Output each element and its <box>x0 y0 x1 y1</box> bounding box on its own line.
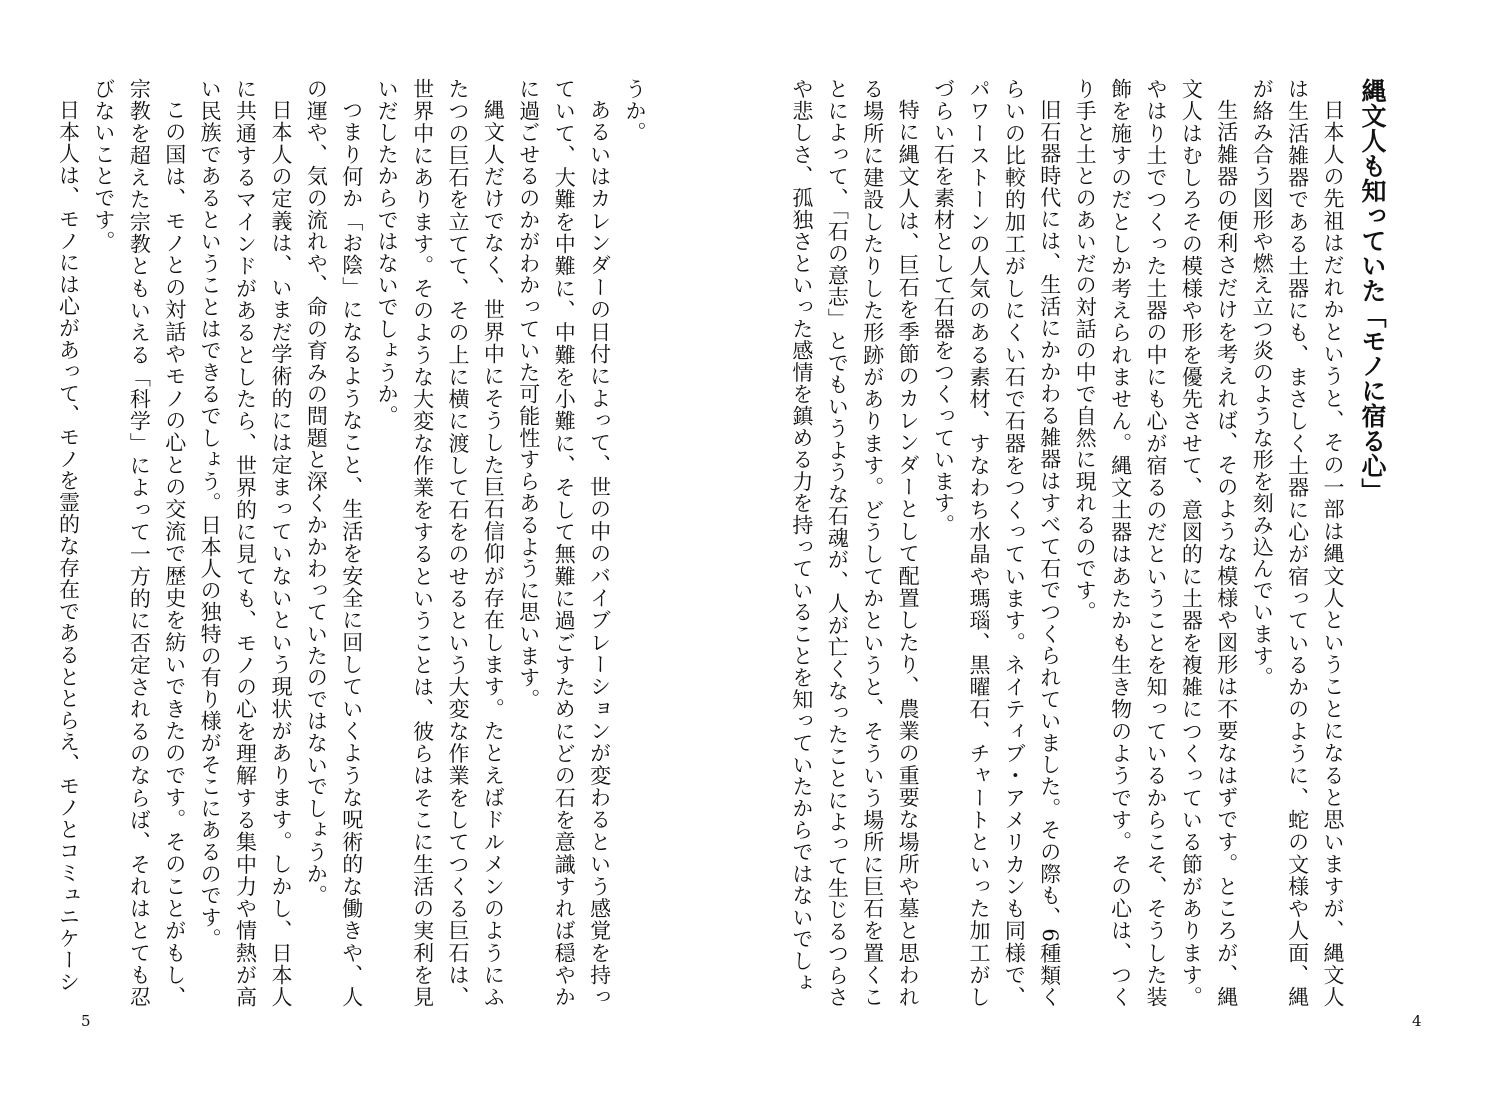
paragraph: 日本人の先祖はだれかというと、その一部は縄文人ということになると思いますが、縄文人は生活雑器である土器にも、まさしく土器に心が宿っているかのように、蛇の文様や人面、縄が絡み合う図形や燃え立つ炎のような形を刻み込んでいます。 <box>1250 78 1345 1008</box>
paragraph: この国は、モノとの対話やモノの心との交流で歴史を紡いできたのです。そのことがもし、宗教を超えた宗教ともいえる「科学」によって一方的に否定されるのならば、それはとても忍びないことです。 <box>91 78 187 1008</box>
page-number: 5 <box>81 1012 91 1030</box>
paragraph: 縄文人だけでなく、世界中にそうした巨石信仰が存在します。たとえばドルメンのようにふたつの巨石を立てて、その上に横に渡して石をのせるという大変な作業をしてつくる巨石は、世界中にあります。そのような大変な作業をするということは、彼らはそこに生活の実利を見いだしたからではないでしょうか。 <box>375 78 506 1008</box>
paragraph: 日本人は、モノには心があって、モノを霊的な存在であるととらえ、モノとコミュニケーシ <box>56 99 81 993</box>
paragraph: 日本人の定義は、いまだ学術的には定まっていないという現状があります。しかし、日本人に共通するマインドがあるとしたら、世界的に見ても、モノの心を理解する集中力や情熱が高い民族であるということはできるでしょう。日本人の独特の有り様がそこにあるのです。 <box>198 78 293 1008</box>
paragraph-continuation: うか。 <box>623 78 647 144</box>
right-page <box>750 0 1500 1102</box>
section-heading: 縄文人も知っていた「モノに宿る心」 <box>1358 78 1387 503</box>
left-page-text <box>56 78 652 1008</box>
right-page-text <box>789 78 1392 1008</box>
page-number: 4 <box>1412 1012 1422 1030</box>
paragraph: あるいはカレンダーの日付によって、世の中のバイブレーションが変わるという感覚を持っていて、大難を中難に、中難を小難に、そして無難に過ごすためにどの石を意識すれば穏やかに過ごせるのかがわかっていた可能性すらあるように思います。 <box>516 78 612 1008</box>
paragraph: 特に縄文人は、巨石を季節のカレンダーとして配置したり、農業の重要な場所や墓と思われる場所に建設したりした形跡があります。どうしてかというと、そういう場所に巨石を置くことによって、「石の意志」とでもいうような石魂が、人が亡くなったことによって生じるつらさや悲しさ、孤独さといった感情を鎮める力を持っていることを知っていたからではないでしょ <box>789 78 921 1008</box>
paragraph: つまり何か「お陰」になるようなこと、生活を安全に回していくような呪術的な働きや、人の運や、気の流れや、命の育みの問題と深くかかわっていたのではないでしょうか。 <box>304 78 364 1008</box>
paragraph: 旧石器時代には、生活にかかわる雑器はすべて石でつくられていました。その際も、6種類くらいの比較的加工がしにくい石で石器をつくっています。ネイティブ・アメリカンも同様で、パワーストーンの人気のある素材、すなわち水晶や瑪瑙、黒曜石、チャートといった加工がしづらい石を素材として石器をつくっています。 <box>931 78 1062 1008</box>
paragraph: 生活雑器の便利さだけを考えれば、そのような模様や図形は不要なはずです。ところが、縄文人はむしろその模様や形を優先させて、意図的に土器を複雑につくっている節があります。やはり土でつくった土器の中にも心が宿るのだということを知っているからこそ、そうした装飾を施すのだとしか考えられません。縄文土器はあたかも生き物のようです。その心は、つくり手と土とのあいだの対話の中で自然に現れるのです。 <box>1073 78 1239 1008</box>
